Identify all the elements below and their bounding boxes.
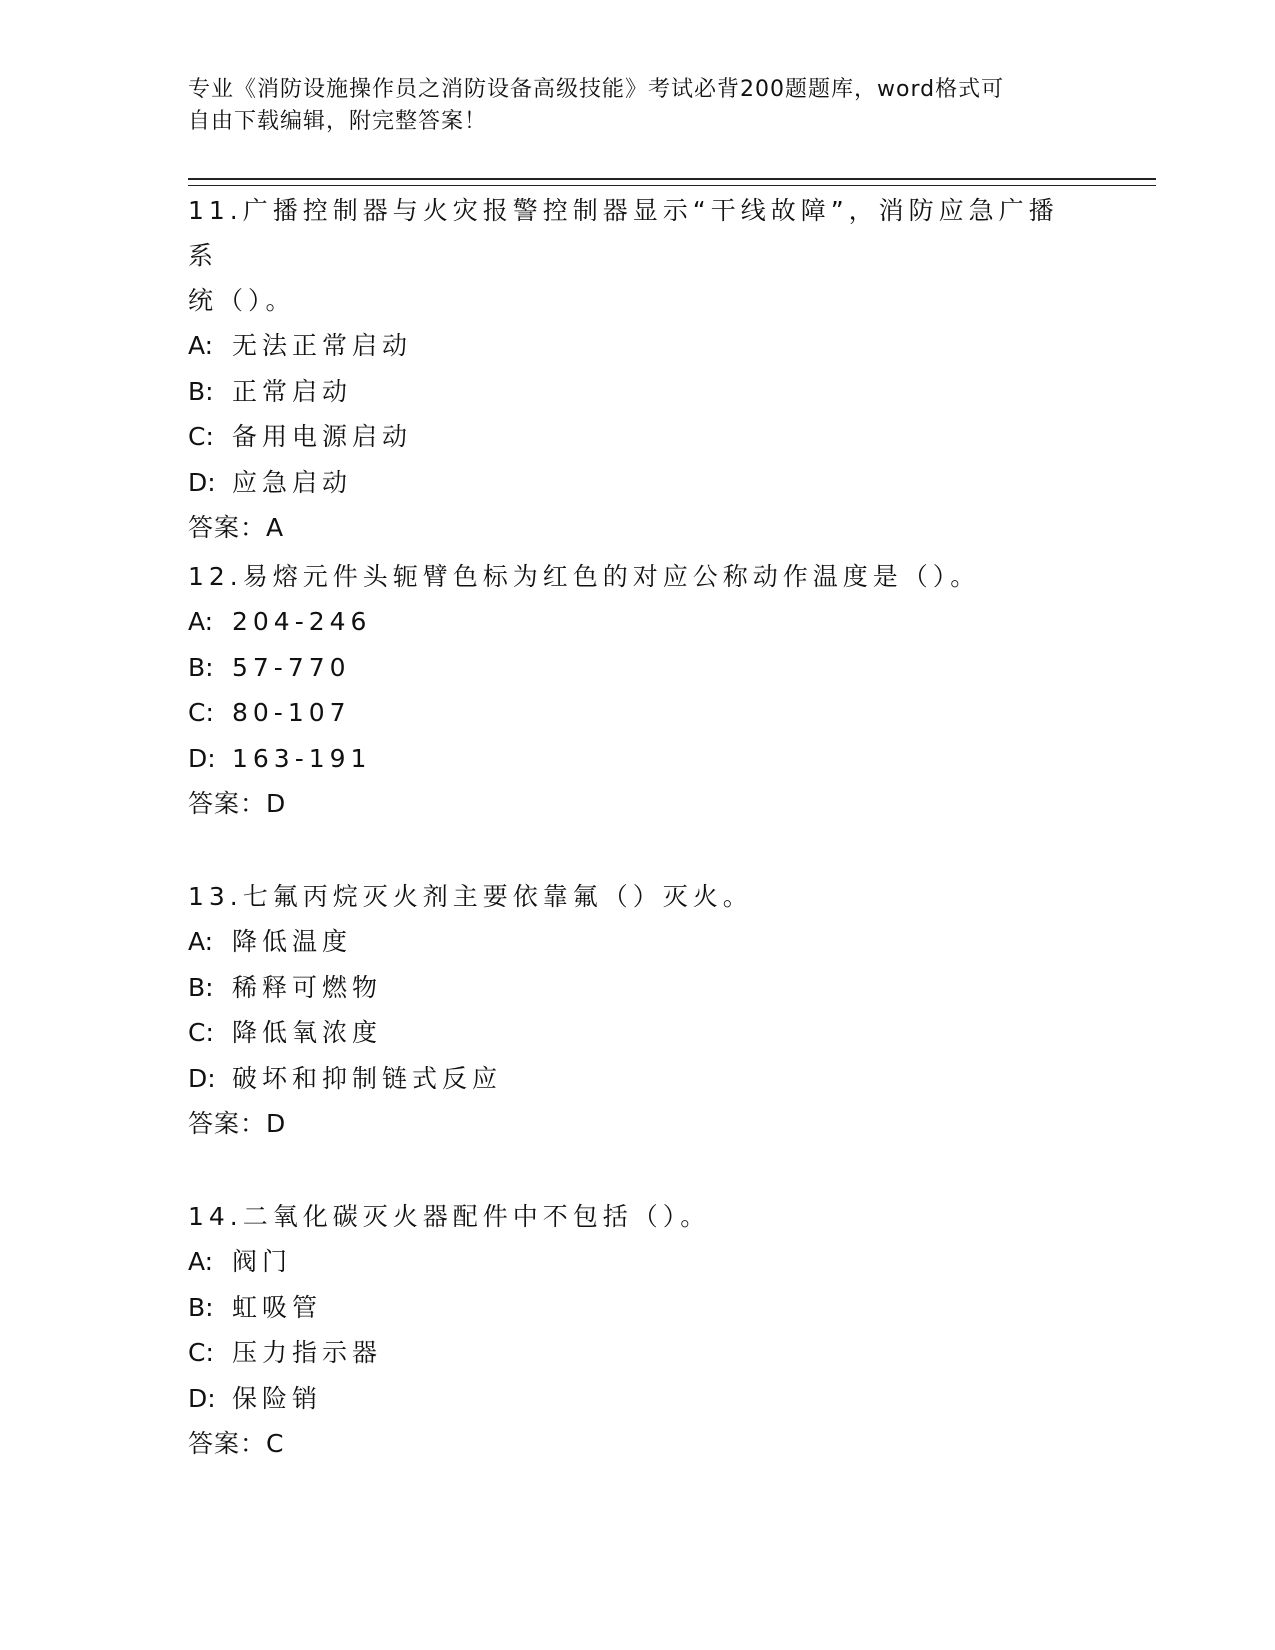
question-11 — [188, 188, 1088, 551]
question-13 — [188, 874, 1088, 1147]
option-b — [188, 369, 1088, 415]
answer-line: 答案：C — [188, 1429, 285, 1458]
question-12 — [188, 554, 1088, 827]
question-text — [188, 554, 1088, 599]
option-letter: C: — [188, 1018, 214, 1047]
option-letter: C: — [188, 698, 214, 727]
option-letter: B: — [188, 972, 214, 1002]
question-text-line-1: 12.易熔元件头轭臂色标为红色的对应公称动作温度是（）。 — [188, 562, 981, 591]
option-text: 阀门 — [232, 1247, 293, 1276]
option-a — [188, 1239, 1088, 1285]
option-c — [188, 414, 1088, 460]
option-b — [188, 965, 1088, 1011]
header-divider-thin — [188, 185, 1156, 186]
option-letter: A: — [188, 331, 214, 360]
option-b — [188, 645, 1088, 691]
option-letter: D: — [188, 467, 216, 497]
option-text: 正常启动 — [232, 376, 353, 406]
option-c — [188, 1330, 1088, 1376]
option-text: 应急启动 — [232, 467, 353, 497]
option-text: 备用电源启动 — [232, 422, 413, 451]
question-text-line-1: 13.七氟丙烷灭火剂主要依靠氟（）灭火。 — [188, 882, 753, 911]
option-text: 204-246 — [232, 607, 372, 636]
option-text: 保险销 — [232, 1383, 323, 1413]
option-letter: D: — [188, 1063, 216, 1093]
option-d — [188, 460, 1088, 506]
option-a — [188, 919, 1088, 965]
answer-line: 答案：A — [188, 513, 285, 542]
option-d — [188, 1056, 1088, 1102]
option-letter: A: — [188, 1247, 214, 1276]
question-text — [188, 188, 1088, 323]
answer-line: 答案：D — [188, 1109, 287, 1138]
option-b — [188, 1285, 1088, 1331]
option-letter: B: — [188, 652, 214, 682]
option-text: 破坏和抑制链式反应 — [232, 1063, 503, 1093]
option-letter: C: — [188, 422, 214, 451]
option-letter: D: — [188, 1383, 216, 1413]
option-text: 虹吸管 — [232, 1292, 323, 1322]
option-text: 80-107 — [232, 698, 351, 727]
option-letter: C: — [188, 1338, 214, 1367]
option-letter: A: — [188, 927, 214, 956]
option-text: 无法正常启动 — [232, 331, 413, 360]
option-letter: A: — [188, 607, 214, 636]
option-a — [188, 599, 1088, 645]
answer-line: 答案：D — [188, 789, 287, 818]
option-c — [188, 690, 1088, 736]
option-a — [188, 323, 1088, 369]
header-divider-thick — [188, 178, 1156, 180]
option-letter: B: — [188, 1292, 214, 1322]
option-text: 降低氧浓度 — [232, 1018, 383, 1047]
question-text — [188, 1194, 1088, 1239]
question-14 — [188, 1194, 1088, 1467]
question-text-line-2: 统（）。 — [188, 286, 296, 315]
option-text: 163-191 — [232, 743, 372, 773]
option-text: 降低温度 — [232, 927, 353, 956]
option-text: 57-770 — [232, 652, 351, 682]
option-c — [188, 1010, 1088, 1056]
question-text-line-1: 11.广播控制器与火灾报警控制器显示“干线故障”，消防应急广播系 — [188, 196, 1059, 270]
question-text — [188, 874, 1088, 919]
option-text: 压力指示器 — [232, 1338, 383, 1367]
option-text: 稀释可燃物 — [232, 972, 383, 1002]
document-header — [188, 74, 1088, 138]
question-text-line-1: 14.二氧化碳灭火器配件中不包括（）。 — [188, 1202, 711, 1231]
option-letter: B: — [188, 376, 214, 406]
option-letter: D: — [188, 743, 216, 773]
header-line-2: 自由下载编辑，附完整答案！ — [188, 109, 488, 134]
option-d — [188, 736, 1088, 782]
option-d — [188, 1376, 1088, 1422]
header-line-1: 专业《消防设施操作员之消防设备高级技能》考试必背200题题库，word格式可 — [188, 77, 1005, 102]
